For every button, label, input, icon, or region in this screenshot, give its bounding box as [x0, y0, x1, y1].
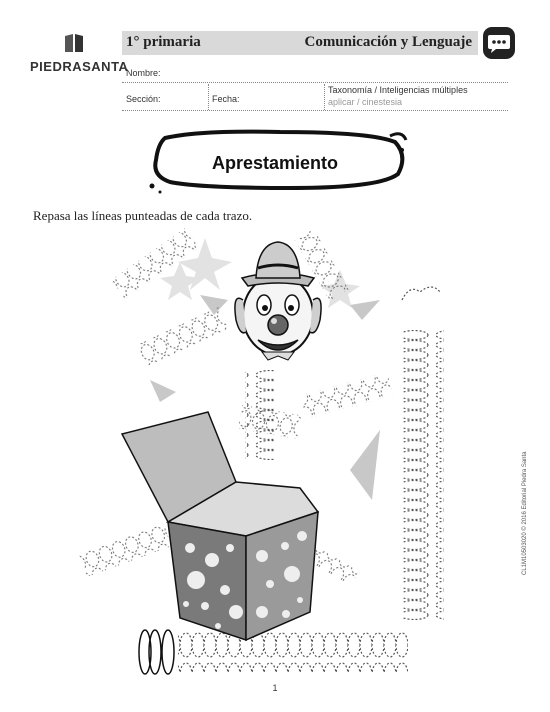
jack-in-the-box-illustration: [0, 222, 550, 692]
field-divider: [208, 84, 209, 110]
name-label: Nombre:: [126, 68, 161, 78]
section-label: Sección:: [126, 94, 161, 104]
page-number: 1: [272, 683, 278, 693]
subject-label: Comunicación y Lenguaje: [304, 34, 472, 50]
grade-label: 1° primaria: [126, 34, 201, 50]
taxonomy-detail: aplicar / cinestesia: [328, 97, 403, 107]
name-line[interactable]: [122, 82, 508, 83]
chat-bubble-icon: [482, 26, 516, 60]
taxonomy-label: Taxonomía / Inteligencias múltiples: [328, 85, 468, 95]
surprise-box: [122, 412, 318, 640]
copyright-text: CL1M10503020 © 2016 Editorial Piedra Santa: [522, 451, 528, 575]
brand-logo-text: PIEDRASANTA: [30, 59, 129, 74]
form-bottom-line: [122, 110, 508, 111]
field-divider: [324, 84, 325, 110]
trace-spring-bottom: [139, 630, 408, 674]
activity-title: Aprestamiento: [211, 153, 339, 173]
book-logo-icon: [63, 32, 85, 54]
instructions-text: Repasa las líneas punteadas de cada trazo.: [33, 208, 253, 223]
date-label: Fecha:: [212, 94, 240, 104]
